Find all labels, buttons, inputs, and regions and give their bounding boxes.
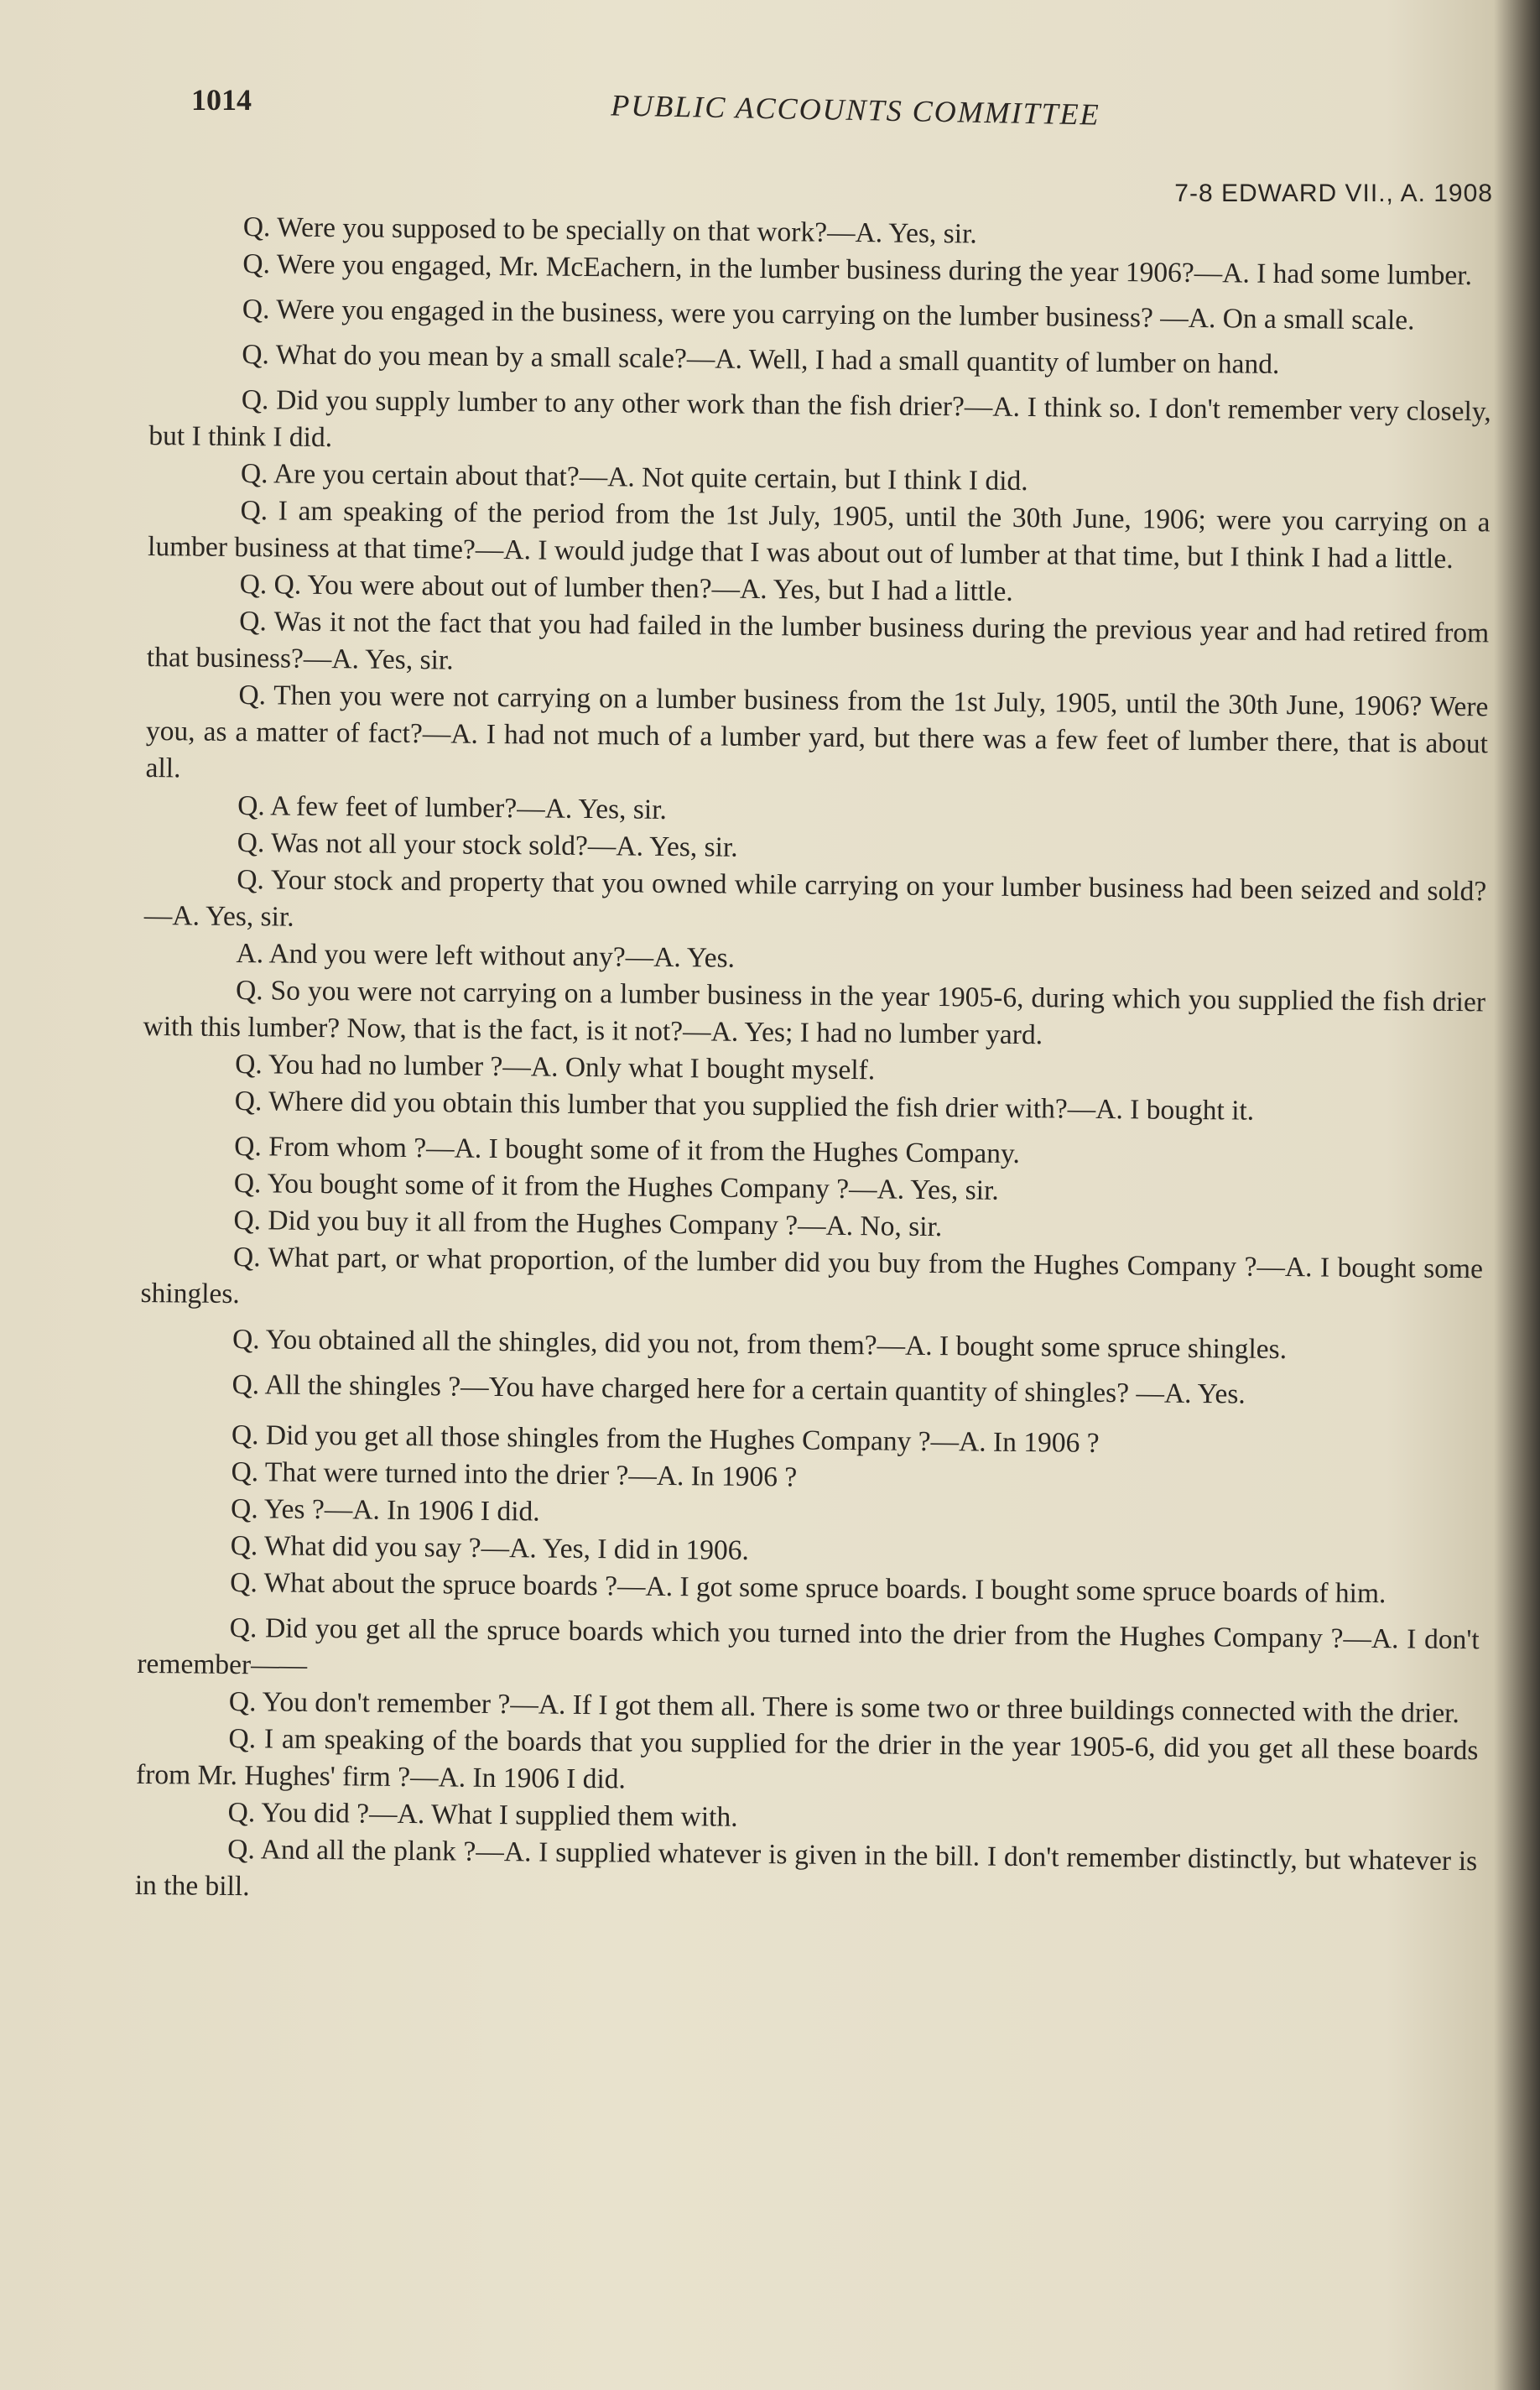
paragraph: Q. I am speaking of the period from the 1st July, 1905, until the 30th June, 1906; were you carrying on a lumber business at that time?—A. I would judge that I was about out of lumber at that time, but I think I had a little.: [147, 495, 1491, 575]
paragraph: Q. Yes ?—A. In 1906 I did.: [230, 1492, 540, 1528]
transcript-body: [135, 208, 1493, 1917]
paragraph: Q. A few feet of lumber?—A. Yes, sir.: [237, 790, 668, 825]
paragraph: Q. So you were not carrying on a lumber business in the year 1905-6, during which you supplied the fish drier with this lumber? Now, that is the fact, is it not?—A. Yes; I had no lumber yard.: [143, 975, 1486, 1051]
paragraph: Q. You obtained all the shingles, did you not, from them?—A. I bought some spruce shingles.: [232, 1323, 1288, 1366]
paragraph: Q. What about the spruce boards ?—A. I got some spruce boards. I bought some spruce boards of him.: [230, 1566, 1387, 1610]
paragraph: Q. Was it not the fact that you had failed in the lumber business during the previous year and had retired from that business?—A. Yes, sir.: [146, 606, 1490, 676]
paragraph: Q. From whom ?—A. I bought some of it from the Hughes Company.: [234, 1131, 1021, 1169]
paragraph: Q. Your stock and property that you owned while carrying on your lumber business had been seized and sold?—A. Yes, sir.: [143, 864, 1487, 933]
paragraph: Q. Were you engaged in the business, were you carrying on the lumber business? —A. On a small scale.: [242, 294, 1415, 336]
paragraph: Q. Q. You were about out of lumber then?—A. Yes, but I had a little.: [239, 569, 1013, 607]
paragraph: Q. Were you supposed to be specially on that work?—A. Yes, sir.: [242, 211, 977, 250]
paragraph: Q. You did ?—A. What I supplied them with.: [227, 1796, 738, 1833]
paragraph: Q. Was not all your stock sold?—A. Yes, sir.: [237, 827, 738, 863]
paragraph: Q. You don't remember ?—A. If I got them all. There is some two or three buildings connected with the drier.: [228, 1685, 1460, 1730]
paragraph: Q. Where did you obtain this lumber that you supplied the fish drier with?—A. I bought it.: [234, 1086, 1255, 1127]
paragraph: Q. I am speaking of the boards that you supplied for the drier in the year 1905-6, did you get all these boards from Mr. Hughes' firm ?—A. In 1906 I did.: [135, 1722, 1479, 1795]
paragraph: Q. That were turned into the drier ?—A. In 1906 ?: [231, 1455, 798, 1493]
paragraph: Q. Then you were not carrying on a lumber business from the 1st July, 1905, until the 30th June, 1906? Were you, as a matter of fact?—A. I had not much of a lumber yard, but there was a few feet of lumber there, that is about all.: [145, 680, 1489, 784]
paragraph: Q. What do you mean by a small scale?—A. Well, I had a small quantity of lumber on hand.: [242, 339, 1280, 380]
paragraph: Q. Did you get all the spruce boards which you turned into the drier from the Hughes Company ?—A. I don't remember——: [137, 1612, 1480, 1681]
paragraph: Q. And all the plank ?—A. I supplied whatever is given in the bill. I don't remember distinctly, but whatever is in the bill.: [134, 1833, 1478, 1903]
paragraph: A. And you were left without any?—A. Yes.: [236, 938, 736, 974]
edition-line: 7-8 EDWARD VII., A. 1908: [1174, 180, 1493, 207]
paragraph: Q. What did you say ?—A. Yes, I did in 1906.: [230, 1529, 750, 1566]
paragraph: Q. Are you certain about that?—A. Not quite certain, but I think I did.: [240, 458, 1028, 497]
running-head: PUBLIC ACCOUNTS COMMITTEE: [610, 88, 1101, 132]
paragraph: Q. Did you supply lumber to any other work than the fish drier?—A. I think so. I don't remember very closely, but I think I did.: [148, 384, 1491, 454]
paragraph: Q. Did you buy it all from the Hughes Company ?—A. No, sir.: [233, 1205, 943, 1243]
paragraph: Q. Were you engaged, Mr. McEachern, in the lumber business during the year 1906?—A. I had some lumber.: [242, 248, 1473, 292]
paragraph: Q. Did you get all those shingles from the Hughes Company ?—A. In 1906 ?: [231, 1419, 1100, 1459]
page-number: 1014: [191, 83, 252, 117]
paragraph: Q. You bought some of it from the Hughes Company ?—A. Yes, sir.: [233, 1168, 999, 1206]
paragraph: Q. You had no lumber ?—A. Only what I bought myself.: [235, 1049, 876, 1086]
paragraph: Q. What part, or what proportion, of the lumber did you buy from the Hughes Company ?—A. I bought some shingles.: [140, 1241, 1484, 1310]
paragraph: Q. All the shingles ?—You have charged here for a certain quantity of shingles? —A. Yes.: [232, 1368, 1246, 1410]
